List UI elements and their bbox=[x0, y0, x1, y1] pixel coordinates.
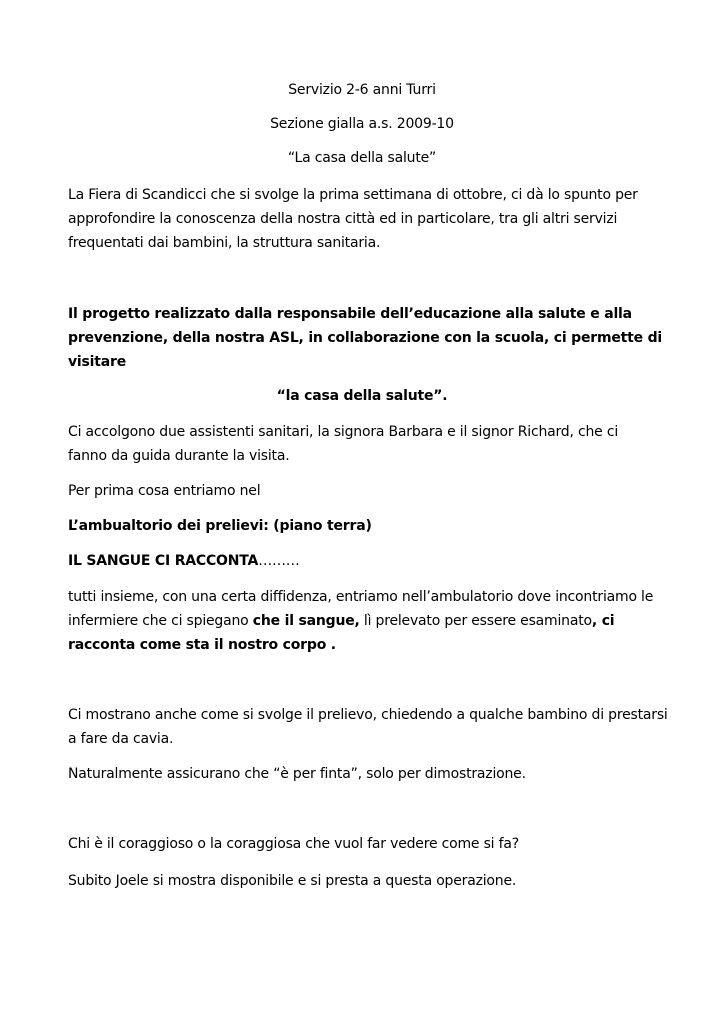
project-line-1: Il progetto realizzato dalla responsabile dell’educazione alla salute e alla bbox=[68, 306, 632, 322]
blood-line-2-end: , ci bbox=[591, 613, 615, 629]
blood-line-3: racconta come sta il nostro corpo . bbox=[68, 637, 336, 653]
joele-line: Subito Joele si mostra disponibile e si presta a questa operazione. bbox=[68, 873, 517, 889]
header-service: Servizio 2-6 anni Turri bbox=[288, 82, 436, 98]
guides-line-2: fanno da guida durante la visita. bbox=[68, 448, 290, 464]
blood-line-2-bold: che il sangue, bbox=[252, 613, 360, 629]
header-section: Sezione gialla a.s. 2009-10 bbox=[270, 116, 454, 132]
blood-heading-text: IL SANGUE CI RACCONTA bbox=[68, 553, 259, 569]
blood-heading bbox=[68, 551, 300, 571]
project-line-3: visitare bbox=[68, 354, 126, 370]
demo-line-2: a fare da cavia. bbox=[68, 731, 174, 747]
ambulatorio-heading: L’ambualtorio dei prelievi: (piano terra) bbox=[68, 518, 372, 534]
blood-heading-dots: ……… bbox=[258, 553, 300, 569]
guides-line-1: Ci accolgono due assistenti sanitari, la signora Barbara e il signor Richard, che ci bbox=[68, 424, 619, 440]
blood-line-1: tutti insieme, con una certa diffidenza, entriamo nell’ambulatorio dove incontriamo le bbox=[68, 589, 654, 605]
blood-line-2 bbox=[68, 611, 614, 631]
pretend-line: Naturalmente assicurano che “è per finta”, solo per dimostrazione. bbox=[68, 766, 526, 782]
document-title: “La casa della salute” bbox=[287, 150, 437, 166]
first-stop-line: Per prima cosa entriamo nel bbox=[68, 483, 261, 499]
project-place: “la casa della salute”. bbox=[276, 388, 448, 404]
question-line: Chi è il coraggioso o la coraggiosa che vuol far vedere come si fa? bbox=[68, 836, 519, 852]
blood-line-2-a: infermiere che ci spiegano bbox=[68, 613, 253, 629]
demo-line-1: Ci mostrano anche come si svolge il prelievo, chiedendo a qualche bambino di prestarsi bbox=[68, 707, 668, 723]
intro-line-3: frequentati dai bambini, la struttura sanitaria. bbox=[68, 235, 381, 251]
project-line-2: prevenzione, della nostra ASL, in collaborazione con la scuola, ci permette di bbox=[68, 330, 663, 346]
intro-line-2: approfondire la conoscenza della nostra città ed in particolare, tra gli altri servizi bbox=[68, 211, 618, 227]
intro-line-1: La Fiera di Scandicci che si svolge la prima settimana di ottobre, ci dà lo spunto per bbox=[68, 187, 638, 203]
blood-line-2-c: lì prelevato per essere esaminato bbox=[359, 613, 592, 629]
